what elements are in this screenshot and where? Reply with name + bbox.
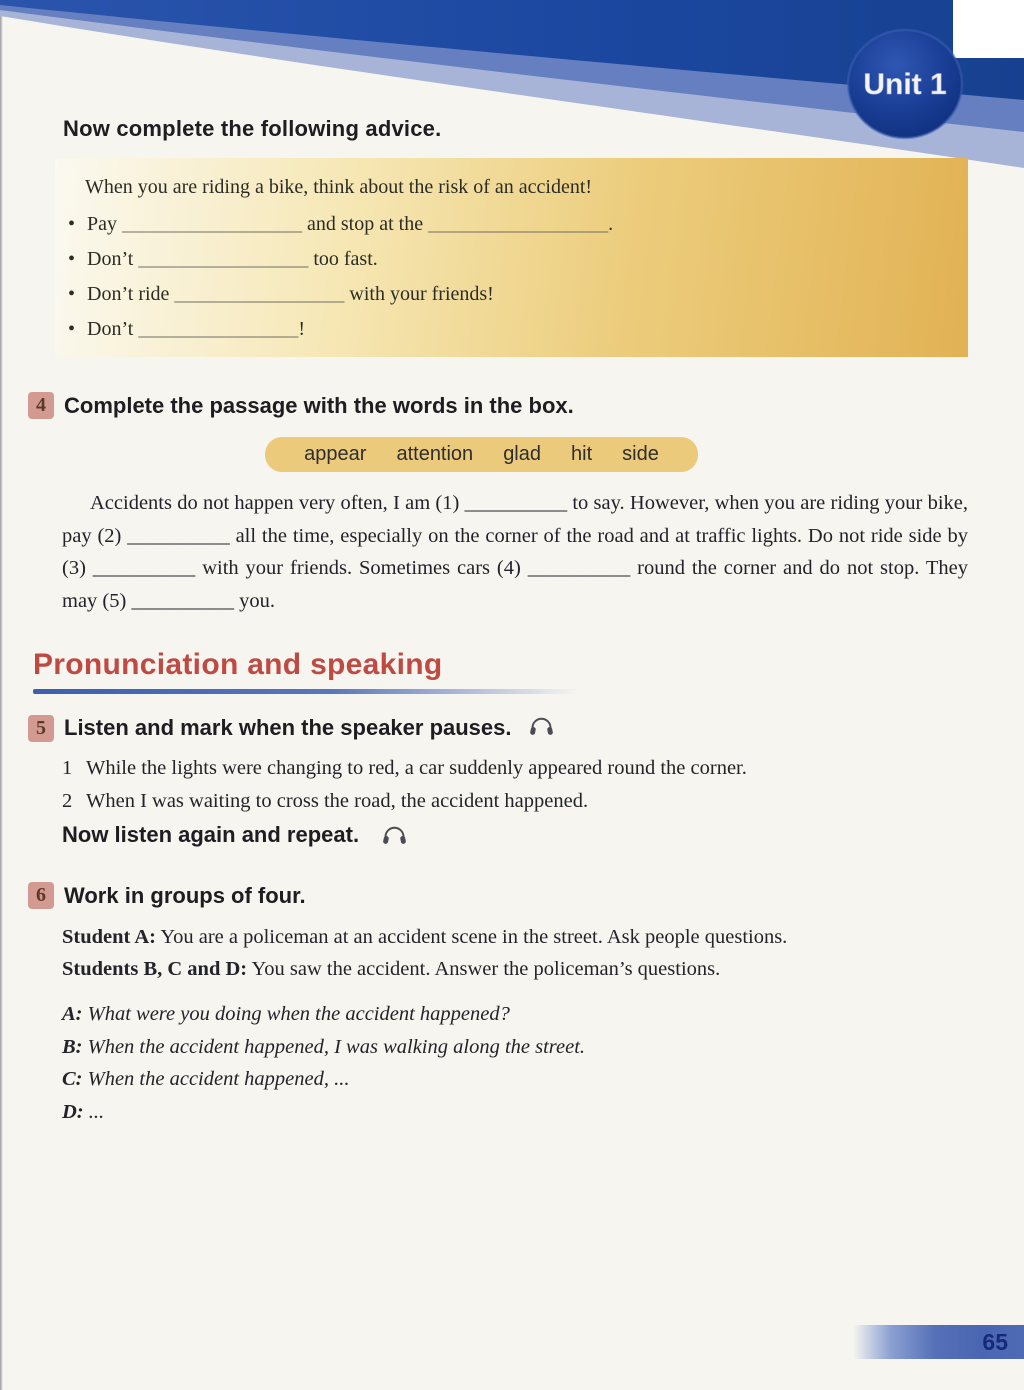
word-box-word: side — [622, 443, 659, 465]
sentence-number: 1 — [62, 757, 73, 779]
advice-item-text: ! — [298, 318, 305, 340]
section6-title: Work in groups of four. — [64, 882, 306, 908]
dialog-speaker: C: — [62, 1068, 83, 1090]
advice-item-text: Don’t — [87, 248, 139, 270]
unit-badge-label: Unit 1 — [863, 68, 947, 101]
advice-item — [68, 283, 494, 306]
role-line — [62, 958, 720, 981]
cloze-passage: Accidents do not happen very often, I am (1) __________ to say. However, when you are riding your bike, pay (2) __________ all the time, especially on the corner of the road and at traffic lights. Do not ride side by (3) __________ with your friends. Sometimes cars (4) __________ round the corner and do not stop. They may (5) __________ you. — [62, 492, 968, 612]
fill-blank: ________________ — [138, 318, 299, 340]
advice-item-text: with your friends! — [344, 283, 494, 305]
dialog-speaker: D: — [62, 1101, 84, 1123]
role-label: Student A: — [62, 926, 156, 948]
sentence-text: While the lights were changing to red, a car suddenly appeared round the corner. — [86, 757, 747, 779]
dialog-line — [62, 1036, 585, 1059]
advice-item-text: . — [608, 213, 614, 235]
role-text: You are a policeman at an accident scene in the street. Ask people questions. — [155, 926, 788, 948]
listen-sentence — [62, 790, 588, 813]
section4-title: Complete the passage with the words in the box. — [64, 392, 574, 418]
repeat-instruction-text: Now listen again and repeat. — [62, 822, 360, 847]
advice-intro: When you are riding a bike, think about the risk of an accident! — [85, 176, 593, 198]
section-number-badge: 4 — [28, 392, 54, 419]
page-edge — [0, 0, 3, 1390]
role-label: Students B, C and D: — [62, 958, 248, 980]
role-text: You saw the accident. Answer the policeman’s questions. — [247, 958, 721, 980]
advice-item-text: Pay — [87, 213, 123, 235]
sentence-text: When I was waiting to cross the road, the accident happened. — [86, 790, 589, 812]
advice-item — [68, 213, 613, 236]
headphones-icon — [381, 823, 408, 852]
pronunciation-heading-underline — [33, 689, 578, 694]
fill-blank: __________________ — [428, 213, 609, 235]
section5-title: Listen and mark when the speaker pauses. — [64, 715, 512, 740]
section-number-badge: 5 — [28, 715, 54, 742]
fill-blank: __________________ — [122, 213, 303, 235]
section5-header — [0, 714, 555, 742]
pronunciation-heading: Pronunciation and speaking — [33, 648, 443, 681]
fill-blank: _________________ — [174, 283, 345, 305]
advice-item-text: Don’t ride — [87, 283, 175, 305]
banner-swoosh — [0, 0, 1024, 180]
advice-item-text: and stop at the — [302, 213, 429, 235]
listen-sentence — [62, 757, 747, 780]
advice-item — [68, 318, 305, 341]
section-number-badge: 6 — [28, 882, 54, 909]
role-line — [62, 926, 787, 949]
word-box-word: hit — [571, 443, 593, 465]
word-box — [265, 437, 698, 472]
dialog-line — [62, 1101, 104, 1124]
dialog-speaker: A: — [62, 1003, 83, 1025]
page-number: 65 — [982, 1329, 1008, 1355]
dialog-line — [62, 1068, 349, 1091]
advice-heading: Now complete the following advice. — [63, 116, 442, 141]
word-box-word: appear — [304, 443, 367, 465]
dialog-text: ... — [83, 1101, 105, 1123]
repeat-instruction — [62, 822, 408, 852]
word-box-word: glad — [503, 443, 541, 465]
unit-badge — [848, 30, 962, 138]
section4-header — [0, 392, 574, 419]
section6-header — [0, 882, 306, 909]
dialog-line — [62, 1003, 510, 1026]
sentence-number: 2 — [62, 790, 73, 812]
fill-blank: _________________ — [138, 248, 309, 270]
dialog-speaker: B: — [62, 1036, 83, 1058]
dialog-text: When the accident happened, I was walking along the street. — [82, 1036, 586, 1058]
dialog-text: What were you doing when the accident happened? — [82, 1003, 510, 1025]
advice-item-text: too fast. — [308, 248, 378, 270]
advice-item-text: Don’t — [87, 318, 139, 340]
advice-box — [55, 158, 968, 357]
advice-item — [68, 248, 378, 271]
page-number-bar — [853, 1325, 1024, 1359]
word-box-word: attention — [396, 443, 474, 465]
dialog-text: When the accident happened, ... — [82, 1068, 350, 1090]
headphones-icon — [528, 714, 555, 742]
